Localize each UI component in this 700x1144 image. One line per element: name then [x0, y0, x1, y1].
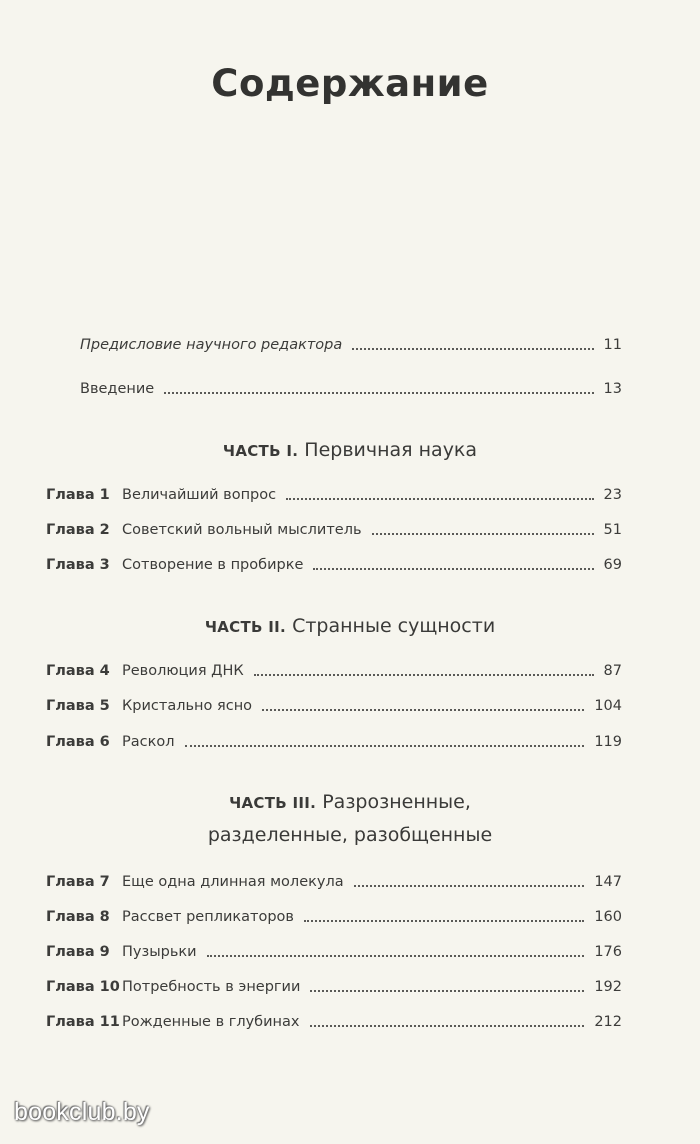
chapter-label: Глава 2 — [46, 522, 110, 538]
chapter-title: Еще одна длинная молекула — [122, 874, 344, 890]
leader-dots — [352, 348, 593, 350]
toc-entry-introduction — [80, 380, 622, 398]
toc-entry-title: Введение — [80, 381, 155, 397]
chapter-label: Глава 9 — [46, 944, 110, 960]
part-label: ЧАСТЬ II. — [204, 618, 287, 636]
toc-page-number: 69 — [603, 557, 622, 573]
toc-chapter-2 — [46, 521, 622, 539]
toc-entry-foreword — [80, 336, 622, 354]
part-heading-2 — [0, 610, 700, 643]
toc-chapter-10 — [46, 978, 622, 996]
leader-dots — [372, 533, 594, 535]
chapter-title: Рожденные в глубинах — [122, 1014, 300, 1030]
site-watermark: bookclub.by — [14, 1098, 150, 1126]
leader-dots — [286, 498, 593, 500]
leader-dots — [310, 1025, 585, 1027]
leader-dots — [164, 392, 593, 394]
leader-dots — [354, 885, 585, 887]
chapter-title: Кристально ясно — [122, 698, 253, 714]
toc-chapter-4 — [46, 662, 622, 680]
toc-entry-title: Предисловие научного редактора — [80, 337, 343, 353]
chapter-label: Глава 6 — [46, 734, 110, 750]
leader-dots — [185, 745, 585, 747]
chapter-title: Рассвет репликаторов — [122, 909, 294, 925]
toc-chapter-5 — [46, 697, 622, 715]
toc-page-number: 160 — [594, 909, 622, 925]
chapter-title: Сотворение в пробирке — [122, 557, 304, 573]
toc-page-number: 212 — [594, 1014, 622, 1030]
toc-chapter-9 — [46, 943, 622, 961]
toc-chapter-7 — [46, 873, 622, 891]
part-title: Странные сущности — [292, 615, 496, 637]
toc-chapter-11 — [46, 1013, 622, 1031]
chapter-title: Величайший вопрос — [122, 487, 277, 503]
chapter-label: Глава 4 — [46, 663, 110, 679]
leader-dots — [304, 920, 584, 922]
toc-page-number: 87 — [603, 663, 622, 679]
part-label: ЧАСТЬ III. — [229, 794, 317, 812]
leader-dots — [254, 674, 594, 676]
leader-dots — [310, 990, 584, 992]
toc-page-number: 176 — [594, 944, 622, 960]
leader-dots — [207, 955, 585, 957]
toc-chapter-6 — [46, 733, 622, 751]
leader-dots — [262, 709, 584, 711]
chapter-label: Глава 7 — [46, 874, 110, 890]
chapter-title: Раскол — [122, 734, 175, 750]
part-heading-1 — [0, 434, 700, 467]
toc-chapter-1 — [46, 486, 622, 504]
page-title: Содержание — [211, 62, 489, 105]
part-title: Первичная наука — [304, 439, 478, 461]
chapter-title: Советский вольный мыслитель — [122, 522, 362, 538]
chapter-label: Глава 10 — [46, 979, 120, 995]
part-title-line-1: Разрозненные, — [322, 791, 471, 813]
part-label: ЧАСТЬ I. — [222, 442, 299, 460]
toc-page-number: 119 — [594, 734, 622, 750]
toc-page-number: 51 — [603, 522, 622, 538]
leader-dots — [313, 568, 593, 570]
chapter-label: Глава 1 — [46, 487, 110, 503]
part-heading-3 — [0, 786, 700, 851]
chapter-title: Революция ДНК — [122, 663, 244, 679]
part-title-line-2: разделенные, разобщенные — [207, 824, 493, 846]
chapter-label: Глава 8 — [46, 909, 110, 925]
chapter-label: Глава 3 — [46, 557, 110, 573]
toc-page-number: 147 — [594, 874, 622, 890]
toc-page-number: 13 — [603, 381, 622, 397]
toc-chapter-8 — [46, 908, 622, 926]
toc-chapter-3 — [46, 556, 622, 574]
chapter-title: Потребность в энергии — [122, 979, 301, 995]
chapter-title: Пузырьки — [122, 944, 197, 960]
toc-page-number: 104 — [594, 698, 622, 714]
toc-page-number: 23 — [603, 487, 622, 503]
toc-page-number: 192 — [594, 979, 622, 995]
chapter-label: Глава 11 — [46, 1014, 120, 1030]
chapter-label: Глава 5 — [46, 698, 110, 714]
toc-page-number: 11 — [603, 337, 622, 353]
